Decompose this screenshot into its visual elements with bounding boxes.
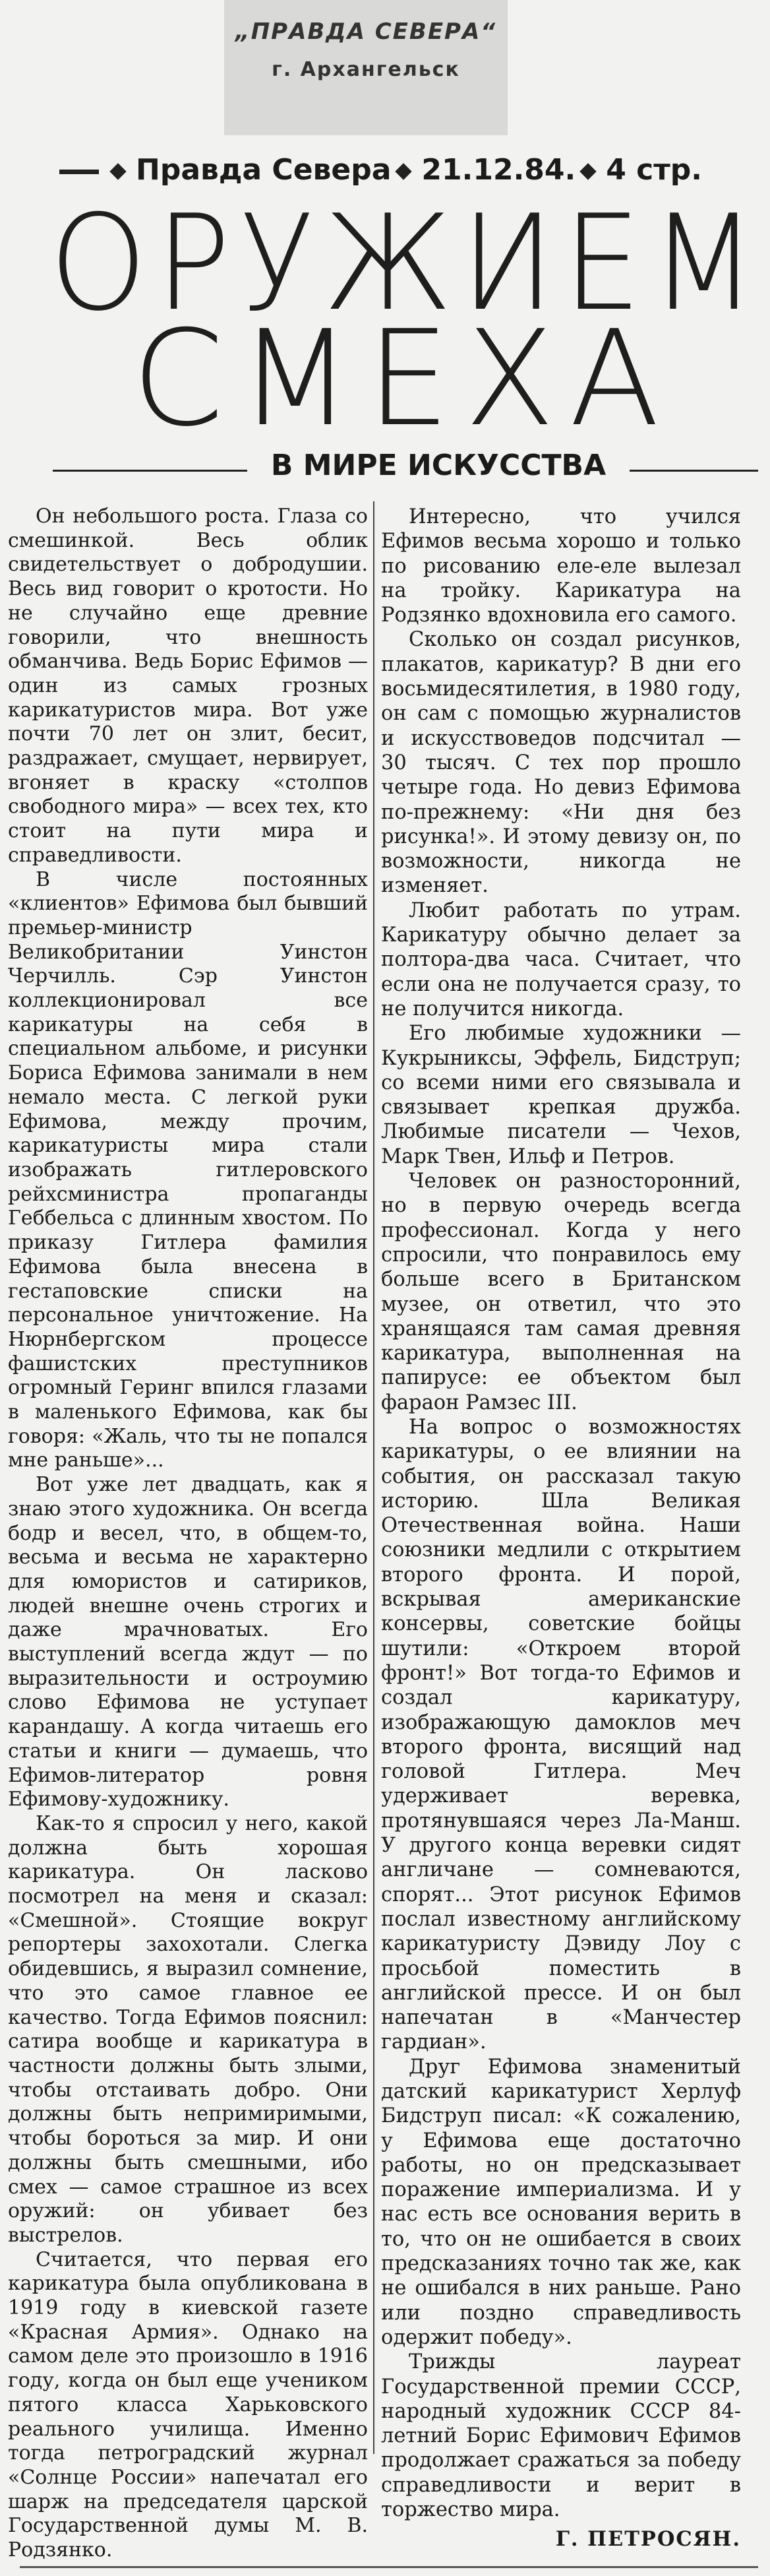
diamond-icon [109,163,126,179]
stamp-city: г. Архангельск [272,58,460,81]
rubric-label: В МИРЕ ИСКУССТВА [270,449,607,482]
paragraph: На вопрос о возможностях карикатуры, о ее влиянии на события, он рассказал такую историю. Шла Великая Отечественная война. Наши союзники медлили с открытием второго фронта. И порой, вскрывая американские консервы, советские бойцы шутили: «Откроем второй фронт!» Вот тогда-то Ефимов и создал карикатуру, изображающую дамоклов меч второго фронта, висящий над головой Гитлера. Меч удерживает веревка, протянувшаяся через Ла-Манш. У другого конца веревки сидят англичане — сомневаются, спорят... Этот рисунок Ефимов послал известному английскому карикатуристу Дэвиду Лоу с просьбой поместить в английской прессе. И он был напечатан в «Манчестер гардиан». [381,1415,741,2054]
paragraph: В числе постоянных «клиентов» Ефимова был бывший премьер-министр Великобритании Уинстон Черчилль. Сэр Уинстон коллекционировал все карикатуры на себя в специальном альбоме, и рисунки Бориса Ефимова занимали в нем немало места. С легкой руки Ефимова, между прочим, карикатуристы мира стали изображать гитлеровского рейхсминистра пропаганды Геббельса с длинным хвостом. По приказу Гитлера фамилия Ефимова была внесена в гестаповские списки на персональное уничтожение. На Нюрнбергском процессе фашистских преступников огромный Геринг впился глазами в маленького Ефимова, как бы говоря: «Жаль, что ты не попался мне раньше»... [8,867,368,1472]
section-rubric [53,449,758,488]
paragraph: Друг Ефимова знаменитый датский карикатурист Херлуф Бидструп писал: «К сожалению, у Ефимова еще достаточно работы, но он предсказывает поражение империализма. И у нас есть все основания верить в то, что он не ошибается в своих предсказаниях точно так же, как не ошибался в них раньше. Рано или поздно справедливость одержит победу». [381,2055,741,2349]
publication-header [59,153,738,187]
article-column-1 [8,505,368,2563]
library-stamp [224,0,508,135]
paragraph: Интересно, что учился Ефимов весьма хорошо и только по рисованию еле-еле вылезал на тройку. Карикатура на Родзянко вдохновила его самого. [381,505,741,627]
paragraph: Любит работать по утрам. Карикатуру обычно делает за полтора-два часа. Считает, что если она не получается сразу, то не получится никогда. [381,898,741,1021]
paragraph: Сколько он создал рисунков, плакатов, карикатур? В дни его восьмидесятилетия, в 1980 году, он сам с помощью журналистов и искусствоведов подсчитал — 30 тысяч. С тех пор прошло четыре года. Но девиз Ефимова по-прежнему: «Ни дня без рисунка!». И этому девизу он, по возможности, никогда не изменяет. [381,628,741,898]
diamond-icon [580,163,597,179]
header-page: 4 стр. [606,153,702,187]
diamond-icon [396,163,412,179]
stamp-newspaper-name: „ПРАВДА СЕВЕРА“ [235,18,497,45]
rubric-rule-left [53,470,247,472]
paragraph: Человек он разносторонний, но в первую очередь всегда профессионал. Когда у него спросили, что понравилось ему больше всего в Британском музее, он ответил, что это хранящаяся там самая древняя карикатура, выполненная на папирусе: ее объектом был фараон Рамзес III. [381,1170,741,1414]
paragraph: Он небольшого роста. Глаза со смешинкой. Весь облик свидетельствует о добродушии. Весь вид говорит о кротости. Но не случайно еще древние говорили, что внешность обманчива. Ведь Борис Ефимов — один из самых грозных карикатуристов мира. Вот уже почти 70 лет он злит, бесит, раздражает, смущает, нервирует, вгоняет в краску «столпов свободного мира» — всех тех, кто стоит на пути мира и справедливости. [8,505,368,867]
header-paper-name: Правда Севера [136,153,392,187]
paragraph: Как-то я спросил у него, какой должна быть хорошая карикатура. Он ласково посмотрел на меня и сказал: «Смешной». Стоящие вокруг репортеры захохотали. Слегка обидевшись, я выразил сомнение, что это самое главное ее качество. Тогда Ефимов пояснил: сатира вообще и карикатура в частности должны быть злыми, чтобы отстаивать добро. Они должны быть непримиримыми, чтобы бороться за мир. И они должны быть смешными, ибо смех — самое страшное из всех оружий: он убивает без выстрелов. [8,1811,368,2247]
rubric-rule-right [630,470,758,472]
author-signature: Г. ПЕТРОСЯН. [555,2527,741,2552]
paragraph: Его любимые художники — Кукрыниксы, Эффель, Бидструп; со всеми ними его связывала и связывает крепкая дружба. Любимые писатели — Чехов, Марк Твен, Ильф и Петров. [381,1022,741,1168]
column-divider [373,501,374,2454]
paragraph: Трижды лауреат Государственной премии СССР, народный художник СССР 84-летний Борис Ефимович Ефимов продолжает сражаться за победу справедливости и верит в торжество мира. [381,2350,741,2522]
paragraph: Считается, что первая его карикатура была опубликована в 1919 году в киевской газете «Красная Армия». Однако на самом деле это произошло в 1916 году, когда он был еще учеником пятого класса Харьковского реального училища. Именно тогда петроградский журнал «Солнце России» напечатал его шарж на председателя царской Государственной думы М. В. Родзянко. [8,2247,368,2562]
paragraph: Вот уже лет двадцать, как я знаю этого художника. Он всегда бодр и весел, что, в общем-то, весьма и весьма не характерно для юмористов и сатириков, людей внешне очень строгих и даже мрачноватых. Его выступлений всегда ждут — по выразительности и остроумию слово Ефимова не уступает карандашу. А когда читаешь его статьи и книги — думаешь, что Ефимов-литератор ровня Ефимову-художнику. [8,1473,368,1811]
headline-line-1: ОРУЖИЕМ [49,187,766,340]
article-column-2 [381,505,741,2552]
headline-line-2: СМЕХА [132,302,674,456]
header-date: 21.12.84. [421,153,576,187]
header-rule [59,170,99,174]
bottom-rule [20,2566,758,2568]
